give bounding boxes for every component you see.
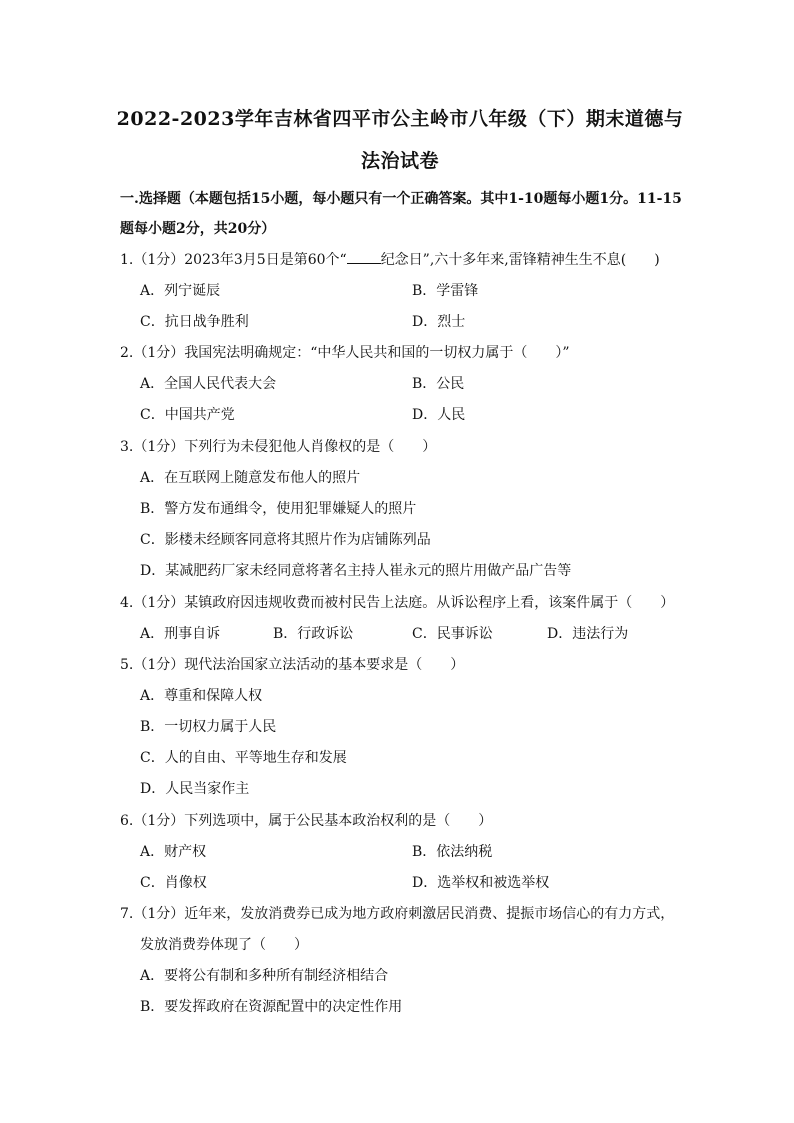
question-7-option-a: A．要将公有制和多种所有制经济相结合 — [140, 968, 389, 984]
question-2-option-a: A．全国人民代表大会 — [140, 376, 277, 392]
question-1-stem-post: 纪念日”,六十多年来,雷锋精神生生不息( ) — [380, 252, 660, 268]
section-header-line-2: 题每小题2分，共20分） — [120, 221, 276, 237]
question-3-option-c: C．影楼未经顾客同意将其照片作为店铺陈列品 — [140, 532, 431, 548]
question-5-option-a: A．尊重和保障人权 — [140, 688, 263, 704]
question-7-stem-line-1: 7.（1分）近年来，发放消费券已成为地方政府刺激居民消费、提振市场信心的有力方式， — [120, 906, 675, 922]
question-6-option-c: C．肖像权 — [140, 875, 207, 891]
question-6-option-b: B．依法纳税 — [412, 844, 493, 860]
question-2-option-b: B．公民 — [412, 376, 465, 392]
question-5-option-d: D．人民当家作主 — [140, 781, 250, 797]
question-3-stem: 3.（1分）下列行为未侵犯他人肖像权的是（ ） — [120, 439, 437, 455]
question-7-stem-line-2: 发放消费券体现了（ ） — [140, 937, 308, 953]
question-3-option-b: B．警方发布通缉令，使用犯罪嫌疑人的照片 — [140, 501, 417, 517]
question-4-stem: 4.（1分）某镇政府因违规收费而被村民告上法庭。从诉讼程序上看，该案件属于（ ） — [120, 595, 675, 611]
question-3-option-d: D．某减肥药厂家未经同意将著名主持人崔永元的照片用做产品广告等 — [140, 563, 572, 579]
question-1-option-d: D．烈士 — [412, 314, 466, 330]
exam-title-line-1: 2022-2023学年吉林省四平市公主岭市八年级（下）期末道德与 — [116, 108, 684, 130]
question-1-option-c: C．抗日战争胜利 — [140, 314, 249, 330]
question-4-option-b: B．行政诉讼 — [273, 626, 354, 642]
question-7-option-b: B．要发挥政府在资源配置中的决定性作用 — [140, 999, 403, 1015]
question-1-stem — [120, 249, 660, 269]
section-header-line-1: 一.选择题（本题包括15小题，每小题只有一个正确答案。其中1-10题每小题1分。11-15 — [120, 191, 682, 207]
question-2-option-c: C．中国共产党 — [140, 407, 235, 423]
question-6-option-d: D．选举权和被选举权 — [412, 875, 550, 891]
question-1-option-b: B．学雷锋 — [412, 283, 479, 299]
question-4-option-a: A．刑事自诉 — [140, 626, 221, 642]
question-4-option-d: D．违法行为 — [547, 626, 629, 642]
question-6-stem: 6.（1分）下列选项中，属于公民基本政治权利的是（ ） — [120, 813, 493, 829]
question-5-option-b: B．一切权力属于人民 — [140, 719, 277, 735]
question-5-stem: 5.（1分）现代法治国家立法活动的基本要求是（ ） — [120, 657, 465, 673]
exam-title-line-2: 法治试卷 — [360, 150, 439, 172]
question-5-option-c: C．人的自由、平等地生存和发展 — [140, 750, 347, 766]
answer-blank — [347, 251, 381, 264]
question-2-option-d: D．人民 — [412, 407, 466, 423]
question-6-option-a: A．财产权 — [140, 844, 207, 860]
question-4-option-c: C．民事诉讼 — [412, 626, 493, 642]
question-2-stem: 2.（1分）我国宪法明确规定：“中华人民共和国的一切权力属于（ ）” — [120, 345, 570, 361]
question-1-option-a: A．列宁诞辰 — [140, 283, 221, 299]
question-1-stem-pre: 1.（1分）2023年3月5日是第60个“ — [120, 252, 347, 268]
question-3-option-a: A．在互联网上随意发布他人的照片 — [140, 470, 361, 486]
